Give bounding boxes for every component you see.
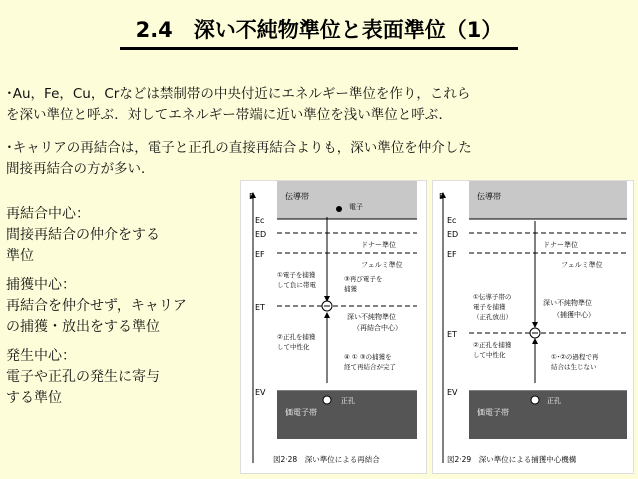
note-1b: 電子を捕獲 xyxy=(473,303,506,311)
term-generation-desc-1: 電子や正孔の発生に寄与 xyxy=(6,369,160,385)
term-capture-center: 捕獲中心： xyxy=(6,277,76,293)
term-recombination-desc-2: 準位 xyxy=(6,248,34,264)
note-2b: して中性化 xyxy=(473,351,506,359)
energy-axis-label: E xyxy=(249,192,255,201)
fermi-level-label: フェルミ準位 xyxy=(361,261,403,269)
ef-label: EF xyxy=(447,250,457,259)
ev-label: EV xyxy=(447,388,458,397)
note-3b: 捕獲 xyxy=(344,285,357,293)
ec-label: Ec xyxy=(447,216,457,225)
note-1a: ①電子を捕獲 xyxy=(277,271,316,279)
term-recombination-center: 再結合中心： xyxy=(6,206,90,222)
valence-band-label: 価電子帯 xyxy=(285,408,317,417)
figure-capture xyxy=(432,180,634,474)
note-1b: して負に帯電 xyxy=(277,281,316,289)
ed-label: ED xyxy=(255,230,267,239)
note-2b: して中性化 xyxy=(277,343,310,351)
donor-level-label: ドナー準位 xyxy=(543,241,578,249)
term-generation-desc-2: する準位 xyxy=(6,390,62,406)
title-underline xyxy=(120,47,518,50)
hole-label: 正孔 xyxy=(341,397,355,405)
deep-level-label: 深い不純物準位 xyxy=(543,299,592,307)
hole-circle xyxy=(323,396,331,404)
paragraph-line-3: ･キャリアの再結合は，電子と正孔の直接再結合よりも，深い準位を仲介した xyxy=(6,140,472,156)
figure-caption: 図2·28 深い準位による再結合 xyxy=(273,455,380,464)
donor-level-label: ドナー準位 xyxy=(361,241,396,249)
note-1c: （正孔放出） xyxy=(473,313,512,321)
note-2a: ②正孔を捕獲 xyxy=(277,333,316,341)
deep-level-note: （捕獲中心） xyxy=(553,311,595,319)
fermi-level-label: フェルミ準位 xyxy=(561,261,603,269)
ef-label: EF xyxy=(255,250,265,259)
term-recombination-desc-1: 間接再結合の仲介をする xyxy=(6,227,160,243)
figure-caption: 図2·29 深い準位による捕獲中心機構 xyxy=(447,455,577,464)
term-capture-desc-2: の捕獲・放出をする準位 xyxy=(6,319,160,335)
hole-circle xyxy=(531,396,539,404)
note-1a: ①伝導子帯の xyxy=(473,293,512,301)
center-definitions xyxy=(6,204,234,409)
paragraph-line-1: ･Au，Fe，Cu，Crなどは禁制帯の中央付近にエネルギー準位を作り，これら xyxy=(6,86,471,102)
note-3a: ①･②の過程で再 xyxy=(551,353,599,361)
deep-level-label: 深い不純物準位 xyxy=(347,313,396,321)
et-label: ET xyxy=(447,330,457,339)
term-capture-desc-1: 再結合を仲介せず，キャリア xyxy=(6,298,187,314)
note-2a: ②正孔を捕獲 xyxy=(473,341,512,349)
figure-recombination xyxy=(240,180,427,474)
ev-label: EV xyxy=(255,388,266,397)
conduction-band-label: 伝導帯 xyxy=(285,192,309,201)
figure-recombination-svg xyxy=(241,181,426,473)
ed-label: ED xyxy=(447,230,459,239)
paragraph-line-2: を深い準位と呼ぶ．対してエネルギー帯端に近い準位を浅い準位と呼ぶ． xyxy=(6,107,453,123)
ec-label: Ec xyxy=(255,216,265,225)
paragraph-line-4: 間接再結合の方が多い． xyxy=(6,161,155,177)
term-generation-center: 発生中心： xyxy=(6,348,76,364)
electron-label: 電子 xyxy=(349,203,363,211)
et-label: ET xyxy=(255,303,265,312)
electron-dot xyxy=(336,206,342,212)
note-4b: 経て再結合が完了 xyxy=(344,363,396,371)
note-3b: 結合は生じない xyxy=(551,363,597,371)
hole-label: 正孔 xyxy=(547,397,561,405)
note-3a: ③再び電子を xyxy=(344,275,383,283)
conduction-band-label: 伝導帯 xyxy=(477,192,501,201)
valence-band-label: 価電子帯 xyxy=(477,408,509,417)
note-4a: ④ ① ③の捕獲を xyxy=(344,353,392,361)
slide-title: 2.4 深い不純物準位と表面準位（1） xyxy=(135,18,503,42)
figure-capture-svg xyxy=(433,181,633,473)
deep-level-note: （再結合中心） xyxy=(353,324,402,332)
energy-axis-label: E xyxy=(439,192,445,201)
